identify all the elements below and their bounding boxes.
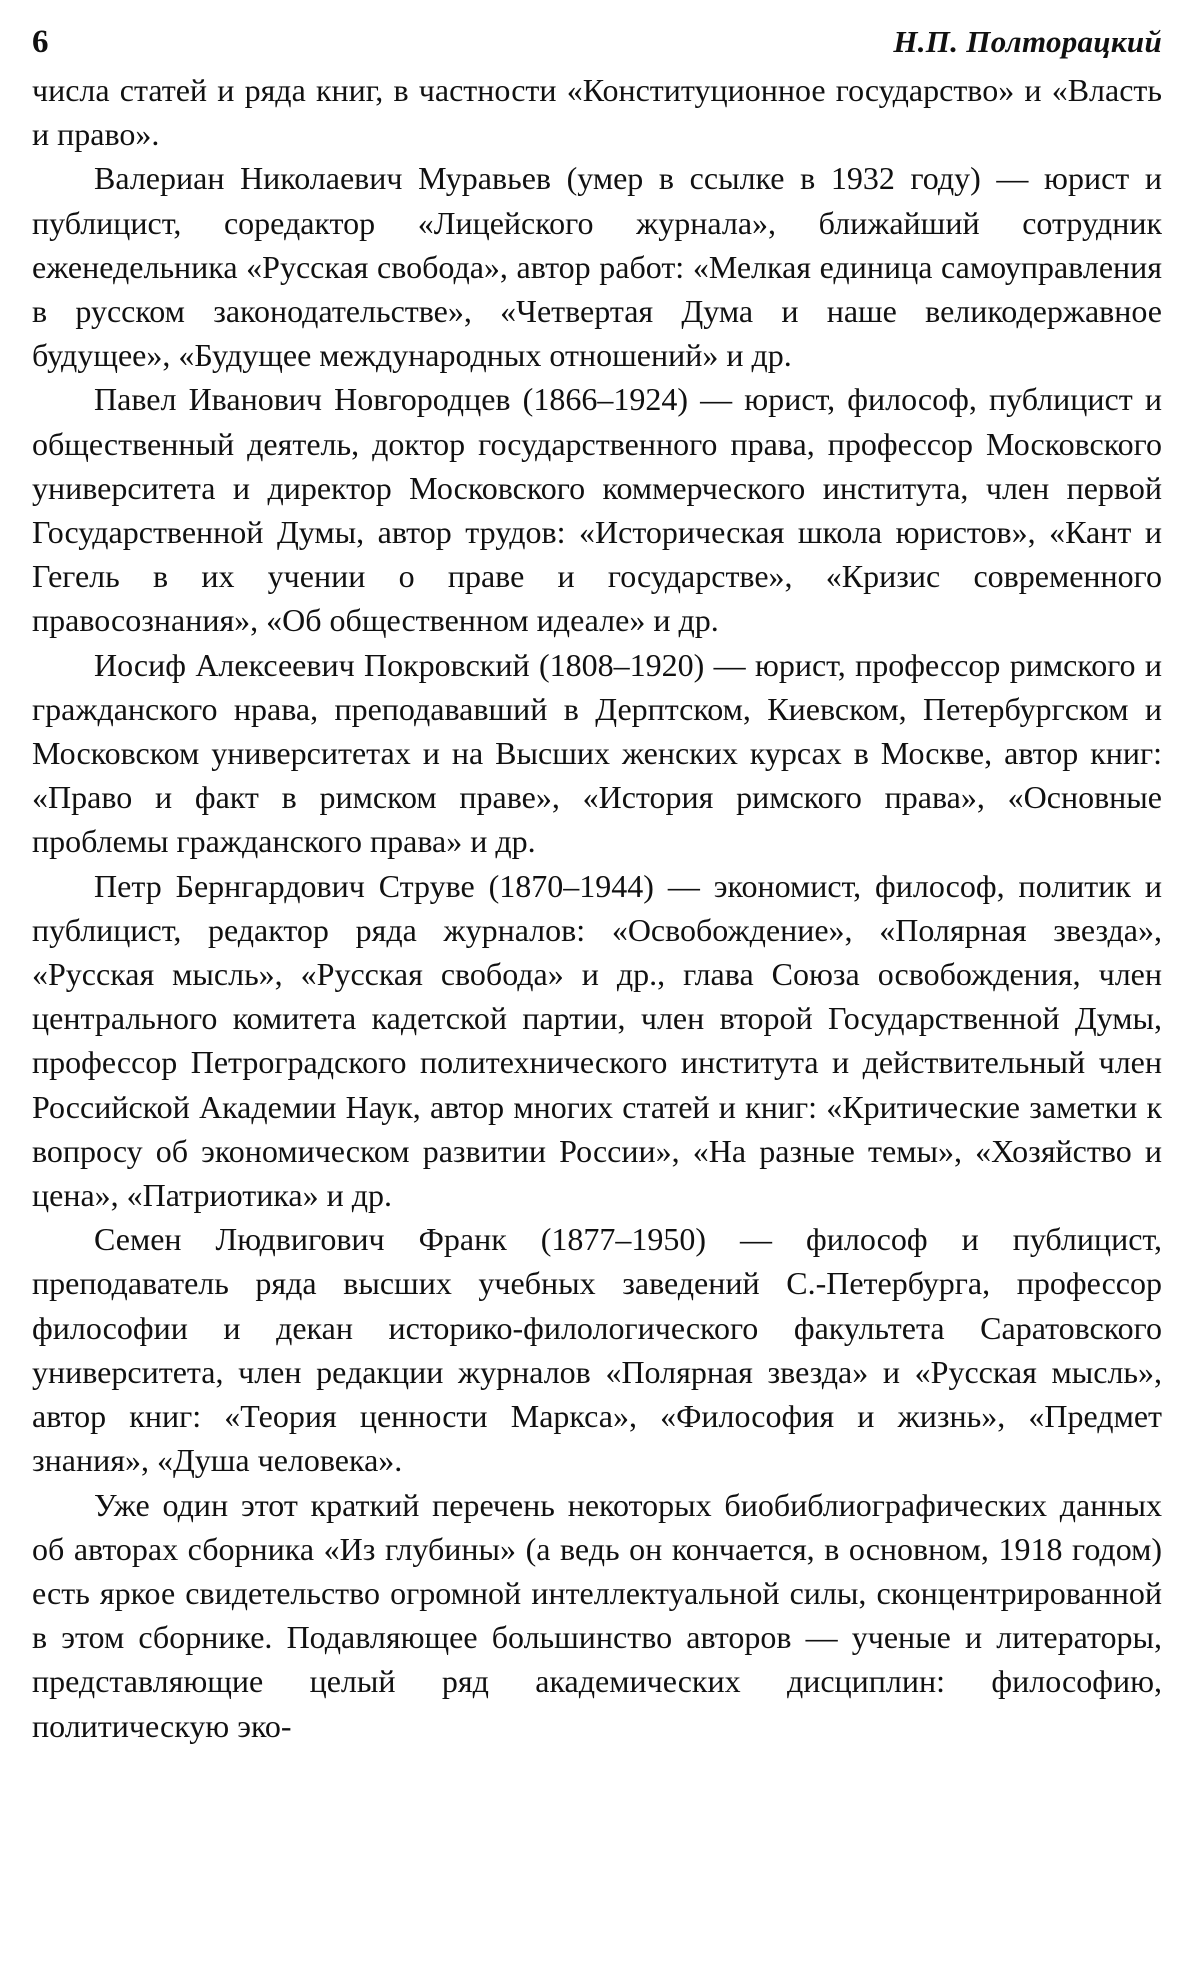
paragraph-pokrovsky: Иосиф Алексеевич Покровский (1808–1920) — юрист, профессор римского и гражданского нрава, преподававший в Дерптском, Киевском, Петербургском и Московском университетах и на Высших женских курсах в Москве, автор книг: «Право и факт в римском праве», «История римского права», «Основные проблемы гражданского права» и др. <box>32 646 1162 860</box>
page-number: 6 <box>32 24 49 60</box>
paragraph-frank: Семен Людвигович Франк (1877–1950) — философ и публицист, преподаватель ряда высших учебных заведений С.-Петербурга, профессор философии и декан историко-филологического факультета Саратовского университета, член редакции журналов «Полярная звезда» и «Русская мысль», автор книг: «Теория ценности Маркса», «Философия и жизнь», «Предмет знания», «Душа человека». <box>32 1221 1162 1479</box>
book-page <box>32 24 1162 1944</box>
paragraph-struve: Петр Бернгардович Струве (1870–1944) — экономист, философ, политик и публицист, редактор ряда журналов: «Освобождение», «Полярная звезда», «Русская мысль», «Русская свобода» и др., глава Союза освобождения, член центрального комитета кадетской партии, член второй Государственной Думы, профессор Петроградского политехнического института и действительный член Российской Академии Наук, автор многих статей и книг: «Критические заметки к вопросу об экономическом развитии России», «На разные темы», «Хозяйство и цена», «Патриотика» и др. <box>32 867 1162 1214</box>
paragraph-novgorodtsev: Павел Иванович Новгородцев (1866–1924) — юрист, философ, публицист и общественный деятель, доктор государственного права, профессор Московского университета и директор Московского коммерческого института, член первой Государственной Думы, автор трудов: «Историческая школа юристов», «Кант и Гегель в их учении о праве и государстве», «Кризис современного правосознания», «Об общественном идеале» и др. <box>32 381 1162 639</box>
running-head-author: Н.П. Полторацкий <box>893 24 1162 59</box>
body-text <box>32 68 1162 1748</box>
paragraph-muravyev: Валериан Николаевич Муравьев (умер в ссылке в 1932 году) — юрист и публицист, соредактор «Лицейского журнала», ближайший сотрудник еженедельника «Русская свобода», автор работ: «Мелкая единица самоуправления в русском законодательстве», «Четвертая Дума и наше великодержавное будущее», «Будущее международных отношений» и др. <box>32 160 1162 374</box>
running-head <box>32 24 1162 68</box>
paragraph-summary: Уже один этот краткий перечень некоторых биобиблиографических данных об авторах сборника «Из глубины» (а ведь он кончается, в основном, 1918 годом) есть яркое свидетельство огромной интеллектуальной силы, сконцентрированной в этом сборнике. Подавляющее большинство авторов — ученые и литераторы, представляющие целый ряд академических дисциплин: философию, политическую эко- <box>32 1486 1162 1744</box>
paragraph-continuation: числа статей и ряда книг, в частности «Конституционное государство» и «Власть и право». <box>32 72 1162 153</box>
